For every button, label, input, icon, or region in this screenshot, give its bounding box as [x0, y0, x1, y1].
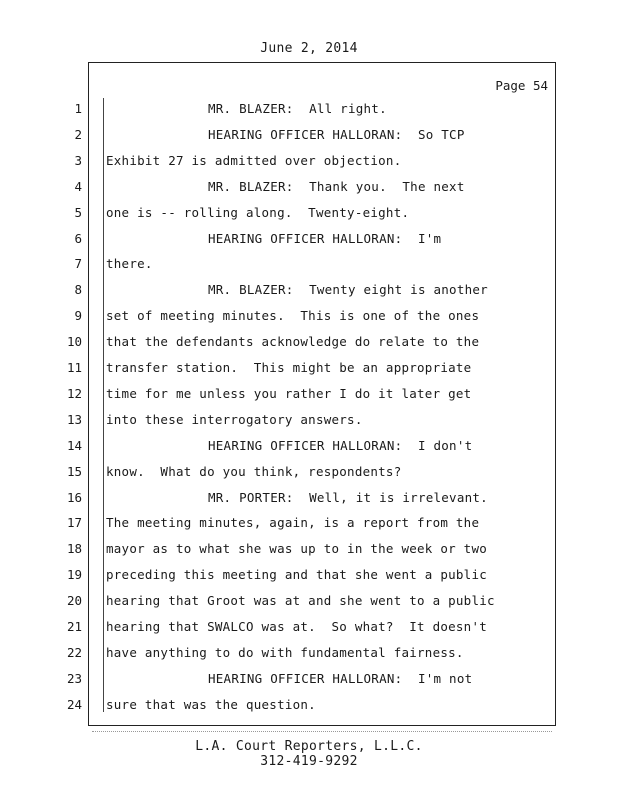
line-number: 24: [66, 697, 82, 712]
footer-company: L.A. Court Reporters, L.L.C.: [195, 739, 423, 754]
line-text: hearing that Groot was at and she went to a public: [106, 593, 495, 608]
line-text: MR. BLAZER: Twenty eight is another: [208, 282, 488, 297]
line-number: 9: [74, 308, 82, 323]
margin-rule: [103, 98, 104, 712]
line-text: hearing that SWALCO was at. So what? It doesn't: [106, 619, 488, 634]
line-text: MR. BLAZER: All right.: [208, 101, 387, 116]
line-number: 20: [66, 593, 82, 608]
line-number: 12: [66, 386, 82, 401]
line-text: set of meeting minutes. This is one of the ones: [106, 308, 480, 323]
line-number: 14: [66, 438, 82, 453]
line-text: preceding this meeting and that she went a public: [106, 567, 488, 582]
line-text: The meeting minutes, again, is a report from the: [106, 515, 480, 530]
line-text: MR. BLAZER: Thank you. The next: [208, 179, 465, 194]
line-text: one is -- rolling along. Twenty-eight.: [106, 205, 410, 220]
line-number: 18: [66, 541, 82, 556]
line-number: 17: [66, 515, 82, 530]
line-number: 23: [66, 671, 82, 686]
line-number: 7: [74, 256, 82, 271]
line-text: HEARING OFFICER HALLORAN: I don't: [208, 438, 473, 453]
line-number: 6: [74, 231, 82, 246]
footer-phone: 312-419-9292: [260, 754, 358, 769]
line-text: mayor as to what she was up to in the week or two: [106, 541, 488, 556]
line-text: there.: [106, 256, 153, 271]
line-number: 16: [66, 490, 82, 505]
page-label: Page 54: [495, 78, 548, 93]
line-text: sure that was the question.: [106, 697, 316, 712]
line-number: 3: [74, 153, 82, 168]
line-number: 13: [66, 412, 82, 427]
line-number: 5: [74, 205, 82, 220]
line-number: 8: [74, 282, 82, 297]
line-text: have anything to do with fundamental fairness.: [106, 645, 464, 660]
line-number: 22: [66, 645, 82, 660]
line-number: 1: [74, 101, 82, 116]
line-text: time for me unless you rather I do it later get: [106, 386, 472, 401]
scan-artifact-rule: [92, 731, 552, 732]
line-text: HEARING OFFICER HALLORAN: I'm: [208, 231, 442, 246]
line-number: 19: [66, 567, 82, 582]
line-text: MR. PORTER: Well, it is irrelevant.: [208, 490, 488, 505]
line-text: HEARING OFFICER HALLORAN: So TCP: [208, 127, 465, 142]
line-number: 11: [66, 360, 82, 375]
line-number: 4: [74, 179, 82, 194]
line-text: that the defendants acknowledge do relate to the: [106, 334, 480, 349]
header-date: June 2, 2014: [260, 41, 358, 56]
line-number: 21: [66, 619, 82, 634]
line-text: know. What do you think, respondents?: [106, 464, 402, 479]
line-number: 2: [74, 127, 82, 142]
line-text: into these interrogatory answers.: [106, 412, 363, 427]
line-number: 10: [66, 334, 82, 349]
line-text: HEARING OFFICER HALLORAN: I'm not: [208, 671, 473, 686]
line-text: transfer station. This might be an appropriate: [106, 360, 472, 375]
line-number: 15: [66, 464, 82, 479]
line-text: Exhibit 27 is admitted over objection.: [106, 153, 402, 168]
